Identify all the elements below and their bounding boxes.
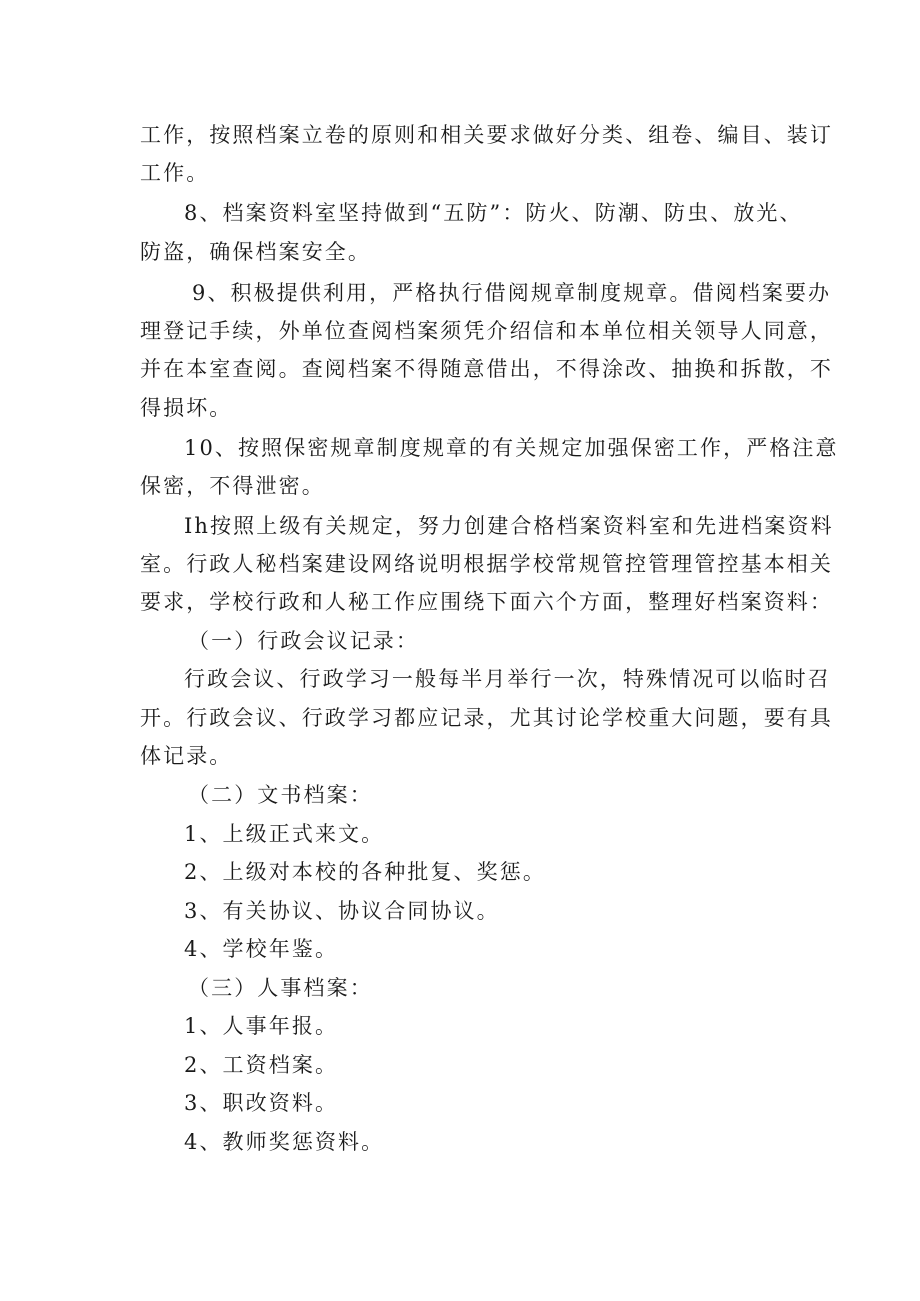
text-line-16: 开。行政会议、行政学习都应记录，尤其讨论学校重大问题，要有具: [140, 706, 833, 730]
section-heading-2: （二）文书档案：: [188, 783, 373, 807]
section-heading-1: （一）行政会议记录：: [188, 629, 419, 653]
text-line-3: 8、档案资料室坚持做到“五防”：防火、防潮、防虫、放光、: [184, 201, 803, 225]
list-item-8: 4、教师奖惩资料。: [184, 1130, 385, 1154]
text-line-1: 工作，按照档案立卷的原则和相关要求做好分类、组卷、编目、装订: [140, 123, 833, 147]
list-item-3: 3、有关协议、协议合同协议。: [184, 899, 500, 923]
text-line-6: 理登记手续，外单位查阅档案须凭介绍信和本单位相关领导人同意，: [140, 319, 833, 343]
text-line-2: 工作。: [140, 161, 210, 185]
section-heading-3: （三）人事档案：: [188, 976, 373, 1000]
text-line-10: 保密，不得泄密。: [140, 474, 325, 498]
text-line-4: 防盗，确保档案安全。: [140, 240, 371, 264]
text-line-5: 9、积极提供利用，严格执行借阅规章制度规章。借阅档案要办: [192, 281, 832, 305]
text-line-8: 得损坏。: [140, 396, 233, 420]
text-line-12: 室。行政人秘档案建设网络说明根据学校常规管控管理管控基本相关: [140, 552, 833, 576]
text-line-13: 要求，学校行政和人秘工作应围绕下面六个方面，整理好档案资料：: [140, 590, 833, 614]
list-item-2: 2、上级对本校的各种批复、奖惩。: [184, 860, 546, 884]
text-line-7: 并在本室查阅。查阅档案不得随意借出，不得涂改、抽换和拆散，不: [140, 357, 833, 381]
text-line-15: 行政会议、行政学习一般每半月举行一次，特殊情况可以临时召: [184, 667, 831, 691]
text-line-17: 体记录。: [140, 744, 233, 768]
list-item-6: 2、工资档案。: [184, 1053, 339, 1077]
list-item-4: 4、学校年鉴。: [184, 937, 339, 961]
list-item-1: 1、上级正式来文。: [184, 822, 385, 846]
list-item-5: 1、人事年报。: [184, 1014, 339, 1038]
text-line-9: 10、按照保密规章制度规章的有关规定加强保密工作，严格注意: [184, 436, 839, 460]
text-line-11: Ih按照上级有关规定，努力创建合格档案资料室和先进档案资料: [184, 514, 834, 538]
list-item-7: 3、职改资料。: [184, 1091, 339, 1115]
